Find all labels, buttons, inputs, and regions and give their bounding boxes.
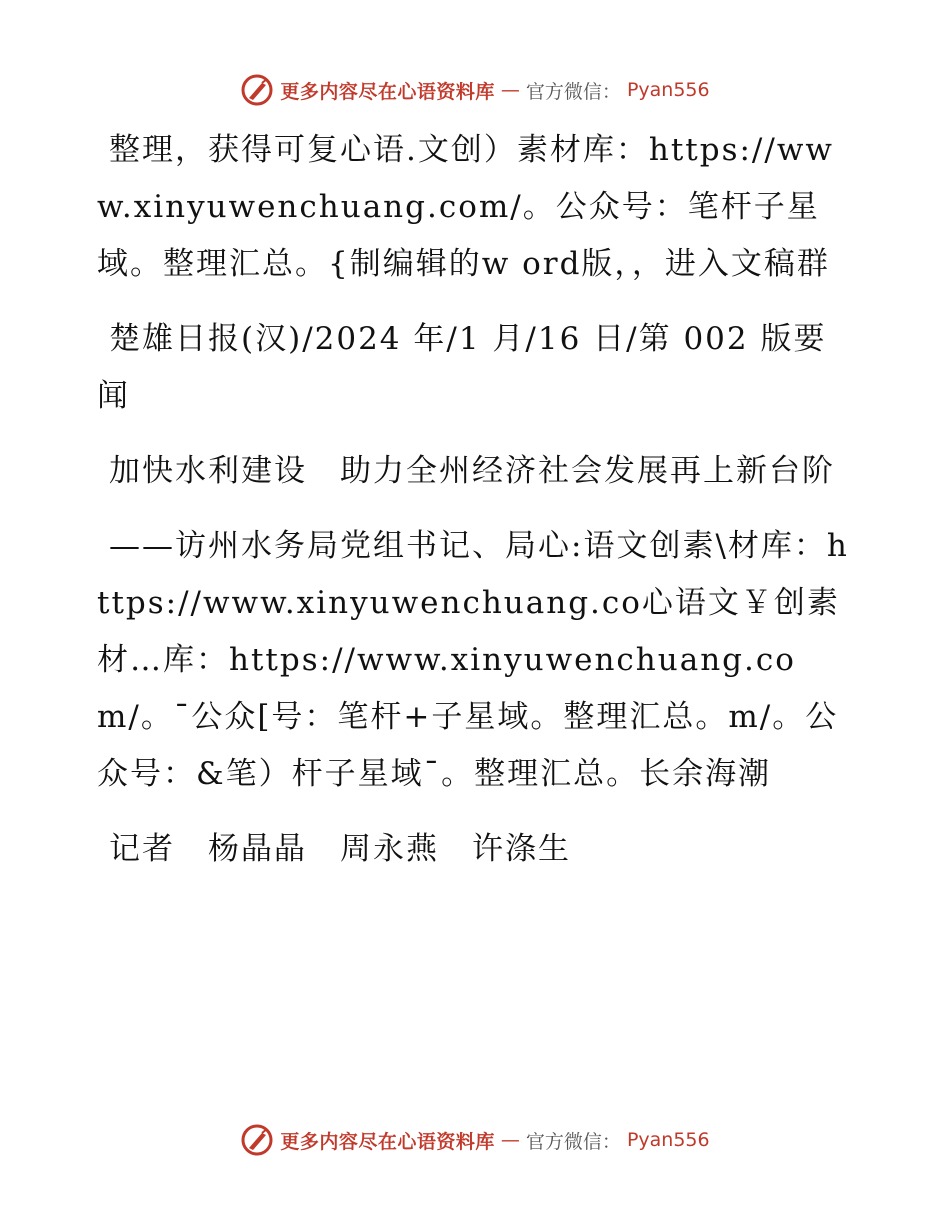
paragraph-source: 楚雄日报(汉)/2024 年/1 月/16 日/第 002 版要闻 bbox=[97, 321, 827, 414]
footer-banner-wechat-id: Pyan556 bbox=[626, 1129, 710, 1151]
header-banner-main: 更多内容尽在心语资料库 bbox=[280, 80, 495, 103]
footer-banner-main: 更多内容尽在心语资料库 bbox=[280, 1130, 495, 1153]
paragraph-intro: 整理，获得可复心语.文创）素材库：https://www.xinyuwenchuang.com/。公众号：笔杆子星域。整理汇总。{制编辑的w ord版，，进入文稿群 bbox=[97, 132, 834, 282]
header-banner bbox=[0, 70, 950, 110]
header-banner-wechat-id: Pyan556 bbox=[626, 79, 710, 101]
paragraph-byline: 记者 杨晶晶 周永燕 许涤生 bbox=[109, 831, 571, 867]
feather-pen-logo-icon bbox=[240, 73, 274, 107]
paragraph-subheadline: ——访州水务局党组书记、局心:语文创素\材库：https://www.xinyuwenchuang.co心语文￥创素材…库：https://www.xinyuwenchuang.com/。¯公众[号：笔杆+子星域。整理汇总。m/。公众号：&笔）杆子星域¯。整理汇总。长余海潮 bbox=[97, 528, 849, 792]
footer-banner-wechat-label: 官方微信： bbox=[525, 1130, 621, 1153]
document-body bbox=[97, 122, 857, 896]
footer-banner-dash: — bbox=[500, 1129, 520, 1151]
feather-pen-logo-icon bbox=[240, 1123, 274, 1157]
header-banner-wechat-label: 官方微信： bbox=[525, 80, 621, 103]
paragraph-headline: 加快水利建设 助力全州经济社会发展再上新台阶 bbox=[109, 453, 835, 489]
header-banner-dash: — bbox=[500, 79, 520, 101]
footer-banner bbox=[0, 1120, 950, 1160]
